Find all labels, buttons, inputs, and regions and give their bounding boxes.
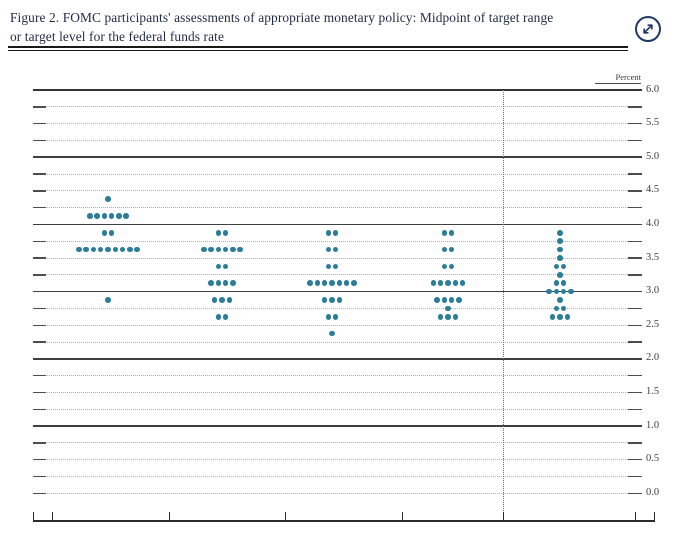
dot-col-2-2.875 — [212, 297, 218, 303]
x-axis-endcap-left — [33, 512, 34, 520]
gridline-dotted-0.5 — [47, 459, 628, 460]
y-tick-right-0.75 — [628, 442, 642, 444]
dot-col-2-3.625 — [208, 247, 214, 253]
longer-run-separator-line — [503, 90, 504, 521]
y-tick-right-1.75 — [628, 375, 642, 377]
dot-col-3-3.375 — [326, 264, 332, 270]
dot-col-4-3.375 — [449, 264, 455, 270]
dot-col-1-3.625 — [76, 247, 82, 253]
dot-col-3-3.125 — [307, 280, 313, 286]
y-tick-left-3.25 — [33, 274, 46, 276]
dot-col-1-3.625 — [105, 247, 111, 253]
y-tick-right-0 — [628, 493, 642, 495]
dot-col-4-2.625 — [438, 314, 444, 320]
y-axis-label-3.5: 3.5 — [646, 251, 660, 263]
y-axis-label-0.5: 0.5 — [646, 453, 660, 465]
dot-col-4-3.125 — [438, 280, 444, 286]
gridline-dotted-5.75 — [47, 106, 628, 107]
gridline-solid-5 — [33, 156, 642, 158]
dot-col-3-2.625 — [326, 314, 332, 320]
dot-col-1-4.375 — [105, 196, 111, 202]
x-axis-tick-1 — [52, 512, 53, 520]
y-tick-left-1.75 — [33, 375, 46, 377]
dot-col-5-3 — [554, 289, 560, 295]
y-tick-left-0 — [33, 493, 46, 495]
dot-col-5-3.375 — [554, 264, 560, 270]
gridline-dotted-0.75 — [47, 442, 628, 443]
dot-col-1-4.125 — [94, 213, 100, 219]
dot-col-2-2.875 — [219, 297, 225, 303]
dot-col-2-3.375 — [223, 264, 229, 270]
dot-col-1-3.625 — [134, 247, 140, 253]
dot-col-1-3.625 — [91, 247, 97, 253]
y-tick-left-3.5 — [33, 257, 46, 259]
y-tick-left-0.75 — [33, 442, 46, 444]
dot-col-2-3.375 — [216, 264, 222, 270]
dot-col-5-3.125 — [561, 280, 567, 286]
gridline-dotted-4.5 — [47, 190, 628, 191]
gridline-dotted-1.25 — [47, 409, 628, 410]
dot-col-3-3.875 — [326, 230, 332, 236]
dot-col-1-3.875 — [102, 230, 108, 236]
dot-col-3-3.625 — [333, 247, 339, 253]
dot-col-4-3.875 — [449, 230, 455, 236]
dot-col-3-3.625 — [326, 247, 332, 253]
dot-col-4-3.875 — [442, 230, 448, 236]
y-tick-right-3.25 — [628, 274, 642, 276]
y-axis-label-5.0: 5.0 — [646, 150, 660, 162]
dot-col-1-4.125 — [116, 213, 122, 219]
dot-col-1-3.625 — [83, 247, 89, 253]
dot-col-5-2.875 — [557, 297, 563, 303]
dot-col-2-3.875 — [216, 230, 222, 236]
y-tick-left-5.5 — [33, 123, 46, 125]
dot-col-3-2.625 — [333, 314, 339, 320]
y-tick-right-5.75 — [628, 106, 642, 108]
dot-col-5-2.75 — [561, 306, 567, 312]
y-tick-right-2.25 — [628, 341, 642, 343]
y-tick-left-4.5 — [33, 190, 46, 192]
y-tick-left-2.5 — [33, 325, 46, 327]
gridline-dotted-4.25 — [47, 207, 628, 208]
x-axis-tick-2 — [169, 512, 170, 520]
dot-col-2-3.125 — [216, 280, 222, 286]
dot-col-3-3.125 — [315, 280, 321, 286]
dot-col-1-3.875 — [109, 230, 115, 236]
y-tick-left-4.75 — [33, 173, 46, 175]
dot-col-2-3.625 — [223, 247, 229, 253]
dot-col-4-2.625 — [445, 314, 451, 320]
y-tick-left-3.75 — [33, 241, 46, 243]
dot-col-2-2.625 — [223, 314, 229, 320]
x-axis-line — [33, 520, 655, 522]
dot-col-4-3.125 — [431, 280, 437, 286]
dot-col-2-3.125 — [208, 280, 214, 286]
dot-col-4-3.125 — [453, 280, 459, 286]
y-tick-right-4.75 — [628, 173, 642, 175]
y-tick-right-2.75 — [628, 308, 642, 310]
gridline-solid-2 — [33, 358, 642, 360]
dot-col-3-2.375 — [329, 331, 335, 337]
x-axis-tick-3 — [285, 512, 286, 520]
dot-col-5-3.25 — [557, 272, 563, 278]
y-tick-left-1.25 — [33, 409, 46, 411]
gridline-solid-4 — [33, 224, 642, 226]
y-tick-left-1.5 — [33, 392, 46, 394]
dot-col-3-3.375 — [333, 264, 339, 270]
gridline-dotted-3.75 — [47, 241, 628, 242]
y-axis-label-4.0: 4.0 — [646, 217, 660, 229]
dot-col-1-3.625 — [113, 247, 119, 253]
y-axis-label-2.5: 2.5 — [646, 318, 660, 330]
figure-title-line1: Figure 2. FOMC participants' assessments of appropriate monetary policy: Midpoint of target range — [10, 10, 554, 25]
y-axis-label-0.0: 0.0 — [646, 486, 660, 498]
x-axis-tick-4 — [402, 512, 403, 520]
dot-col-3-2.875 — [322, 297, 328, 303]
dot-col-3-3.125 — [351, 280, 357, 286]
dot-col-2-2.625 — [216, 314, 222, 320]
dot-col-1-3.625 — [127, 247, 133, 253]
dot-col-4-2.875 — [442, 297, 448, 303]
dot-col-5-3.375 — [561, 264, 567, 270]
dot-col-4-3.125 — [460, 280, 466, 286]
y-axis-label-1.0: 1.0 — [646, 419, 660, 431]
dot-col-1-3.625 — [120, 247, 126, 253]
y-axis-label-5.5: 5.5 — [646, 117, 660, 129]
dot-col-2-3.875 — [223, 230, 229, 236]
y-axis-unit-label: Percent — [595, 72, 641, 84]
y-tick-left-5.75 — [33, 106, 46, 108]
y-axis-label-1.5: 1.5 — [646, 385, 660, 397]
dot-col-4-2.875 — [449, 297, 455, 303]
gridline-solid-6 — [33, 89, 642, 91]
y-tick-right-5.5 — [628, 123, 642, 125]
y-axis-label-2.0: 2.0 — [646, 352, 660, 364]
dot-col-5-2.625 — [550, 314, 556, 320]
dot-col-2-3.625 — [230, 247, 236, 253]
y-tick-right-0.25 — [628, 476, 642, 478]
dot-col-4-3.625 — [442, 247, 448, 253]
y-tick-right-2.5 — [628, 325, 642, 327]
y-tick-left-0.25 — [33, 476, 46, 478]
dot-col-4-2.75 — [445, 306, 451, 312]
gridline-dotted-0.25 — [47, 476, 628, 477]
dot-col-1-4.125 — [102, 213, 108, 219]
dot-col-5-3.125 — [554, 280, 560, 286]
dot-col-3-3.125 — [337, 280, 343, 286]
x-axis-tick-6 — [635, 512, 636, 520]
gridline-dotted-1.5 — [47, 392, 628, 393]
dot-col-2-3.125 — [223, 280, 229, 286]
dot-col-4-3.125 — [445, 280, 451, 286]
y-tick-right-1.25 — [628, 409, 642, 411]
dot-col-5-3.75 — [557, 238, 563, 244]
dot-col-1-4.125 — [109, 213, 115, 219]
y-axis-label-3.0: 3.0 — [646, 285, 660, 297]
dot-col-2-3.625 — [201, 247, 207, 253]
dot-col-3-3.125 — [344, 280, 350, 286]
dot-col-5-2.625 — [565, 314, 571, 320]
figure-title-line2: or target level for the federal funds rate — [10, 29, 225, 45]
dot-col-5-3.5 — [557, 255, 563, 261]
dot-col-4-3.375 — [442, 264, 448, 270]
dot-col-1-4.125 — [123, 213, 129, 219]
y-tick-left-5.25 — [33, 140, 46, 142]
y-tick-left-4.25 — [33, 207, 46, 209]
y-axis-label-6.0: 6.0 — [646, 83, 660, 95]
dot-col-3-2.875 — [329, 297, 335, 303]
x-axis-endcap-right — [654, 512, 655, 520]
dot-col-5-3 — [546, 289, 552, 295]
y-axis-label-4.5: 4.5 — [646, 184, 660, 196]
dot-col-4-3.625 — [449, 247, 455, 253]
dot-col-5-3 — [561, 289, 567, 295]
dot-col-2-2.875 — [227, 297, 233, 303]
gridline-dotted-4.75 — [47, 174, 628, 175]
gridline-dotted-5.25 — [47, 140, 628, 141]
dot-col-1-3.625 — [98, 247, 104, 253]
y-tick-right-5.25 — [628, 140, 642, 142]
y-tick-right-0.5 — [628, 459, 642, 461]
y-tick-left-0.5 — [33, 459, 46, 461]
dot-col-5-2.625 — [557, 314, 563, 320]
y-tick-right-4.5 — [628, 190, 642, 192]
y-tick-right-1.5 — [628, 392, 642, 394]
gridline-dotted-5.5 — [47, 123, 628, 124]
dot-col-2-3.625 — [216, 247, 222, 253]
dot-col-1-2.875 — [105, 297, 111, 303]
dot-col-3-3.125 — [329, 280, 335, 286]
x-axis-tick-5 — [503, 512, 504, 520]
gridline-dotted-3.25 — [47, 274, 628, 275]
dot-col-5-2.75 — [554, 306, 560, 312]
dot-col-5-3.625 — [557, 247, 563, 253]
y-tick-right-3.75 — [628, 241, 642, 243]
dot-col-3-3.125 — [322, 280, 328, 286]
gridline-dotted-1.75 — [47, 375, 628, 376]
y-tick-right-3.5 — [628, 257, 642, 259]
y-tick-right-4.25 — [628, 207, 642, 209]
dot-col-3-2.875 — [337, 297, 343, 303]
dot-col-4-2.875 — [456, 297, 462, 303]
dot-col-5-3.875 — [557, 230, 563, 236]
dot-col-5-3 — [568, 289, 574, 295]
dot-col-2-3.125 — [230, 280, 236, 286]
dot-col-4-2.875 — [434, 297, 440, 303]
gridline-solid-1 — [33, 425, 642, 427]
y-tick-left-2.25 — [33, 341, 46, 343]
dot-col-3-3.875 — [333, 230, 339, 236]
gridline-dotted-2.25 — [47, 342, 628, 343]
dot-col-4-2.625 — [453, 314, 459, 320]
gridline-dotted-2.75 — [47, 308, 628, 309]
dot-col-1-4.125 — [87, 213, 93, 219]
gridline-dotted-0 — [47, 493, 628, 494]
dot-col-2-3.625 — [237, 247, 243, 253]
gridline-dotted-2.5 — [47, 325, 628, 326]
y-tick-left-2.75 — [33, 308, 46, 310]
gridline-dotted-3.5 — [47, 258, 628, 259]
